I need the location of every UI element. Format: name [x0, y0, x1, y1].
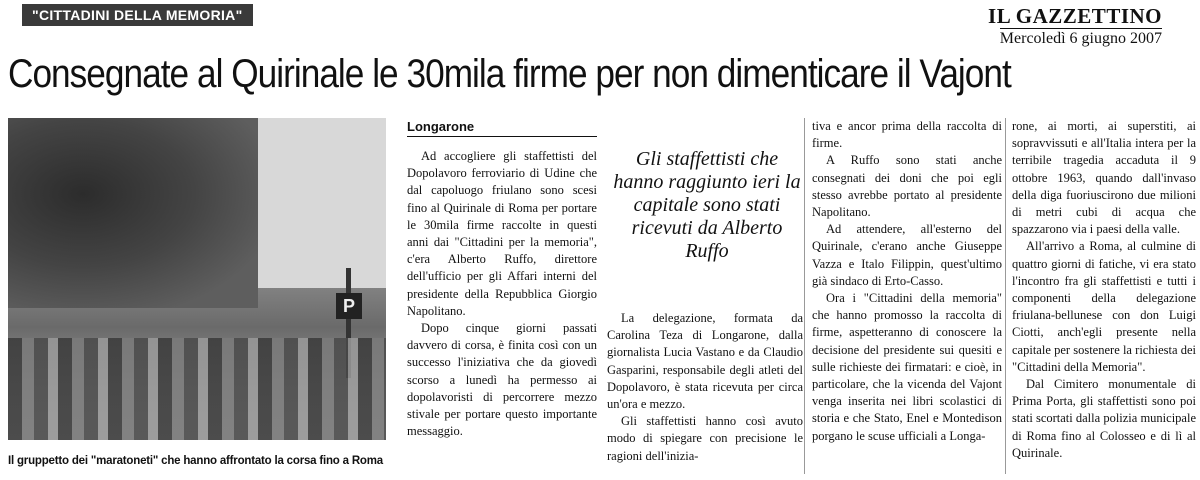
paragraph: Ora i "Cittadini della memoria" che hanno promosso la raccolta di firme, aspetteranno di conoscere la decisione del presidente sui quesiti e sulle richieste dei firmatari: e cioè, in particolare, che la vicenda del Vajont venga inserita nei libri scolastici di storia e che Stato, Enel e Montedison porgano le scuse ufficiali a Longa-: [812, 291, 1002, 443]
article-column-2: [607, 310, 803, 465]
article-photo: [8, 118, 386, 440]
paragraph: Dal Cimitero monumentale di Prima Porta, gli staffettisti sono poi stati scortati dalla polizia municipale di Roma fino al Colosseo e di lì al Quirinale.: [1012, 377, 1196, 460]
newspaper-name: IL GAZZETTINO: [988, 4, 1162, 28]
photo-caption: Il gruppetto dei "maratoneti" che hanno affrontato la corsa fino a Roma: [8, 455, 383, 467]
article-kicker: Longarone: [407, 118, 597, 137]
paragraph: rone, ai morti, ai superstiti, ai sopravvissuti e all'Italia intera per la terribile tragedia accaduta il 9 ottobre 1963, quando dall'invaso della diga fuoriuscirono due milioni di metri cubi di acqua che spazzarono via i paesi della valle.: [1012, 119, 1196, 237]
photo-group-of-runners: [8, 338, 386, 440]
paragraph: Dopo cinque giorni passati davvero di corsa, è finita così con un successo l'iniziativa che da giovedì scorso a lunedì ha permesso ai dopolavoristi di percorrere mezzo stivale per portare questo importante messaggio.: [407, 321, 597, 439]
paragraph: A Ruffo sono stati anche consegnati dei doni che poi egli stesso avrebbe portato al presidente Napolitano.: [812, 153, 1002, 220]
parking-sign-icon: P: [336, 293, 362, 319]
column-divider: [1005, 118, 1006, 474]
paragraph: La delegazione, formata da Carolina Teza di Longarone, dalla giornalista Lucia Vastano e da Claudio Gasparini, responsabile degli atleti del Dopolavoro, è stata ricevuta per circa un'ora e mezzo.: [607, 311, 803, 412]
article-column-1: [407, 148, 597, 440]
masthead: [922, 4, 1162, 48]
column-divider: [804, 118, 805, 474]
paragraph: Ad accogliere gli staffettisti del Dopolavoro ferroviario di Udine che dal capoluogo friulano sono scesi fino al Quirinale di Roma per portare le 30mila firme raccolte in questi anni dai "Cittadini per la memoria", c'era Alberto Ruffo, direttore dell'ufficio per gli Affari interni del presidente della Repubblica Giorgio Napolitano.: [407, 149, 597, 318]
section-tag: "CITTADINI DELLA MEMORIA": [22, 4, 253, 26]
article-headline: Consegnate al Quirinale le 30mila firme per non dimenticare il Vajont: [8, 52, 1011, 96]
publication-date: Mercoledì 6 giugno 2007: [999, 30, 1162, 47]
paragraph: Gli staffettisti hanno così avuto modo di spiegare con precisione le ragioni dell'inizia-: [607, 414, 803, 463]
paragraph: Ad attendere, all'esterno del Quirinale, c'erano anche Giuseppe Vazza e Italo Filippin, quest'ultimo già sindaco di Erto-Casso.: [812, 222, 1002, 288]
article-column-3: [812, 118, 1002, 445]
pull-quote: Gli staffettisti che hanno raggiunto ieri la capitale sono stati ricevuti da Alberto Ruffo: [613, 148, 801, 262]
article-column-4: [1012, 118, 1196, 462]
paragraph: All'arrivo a Roma, al culmine di quattro giorni di fatiche, vi era stato l'incontro fra gli staffettisti e tutti i componenti della delegazione friulana-bellunese con don Luigi Ciotti, anch'egli presente nella capitale per sostenere la richiesta dei "Cittadini della Memoria".: [1012, 239, 1196, 374]
paragraph: tiva e ancor prima della raccolta di firme.: [812, 119, 1002, 151]
photo-sky: [238, 118, 386, 288]
photo-trees: [8, 118, 258, 308]
